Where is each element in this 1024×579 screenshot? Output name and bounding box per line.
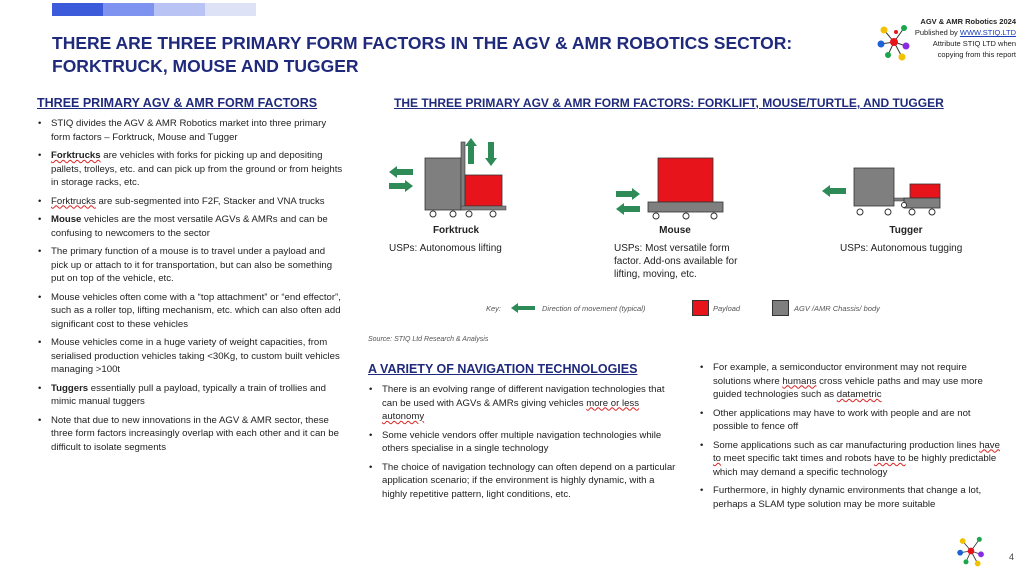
bullet-text: vehicles are the most versatile AGVs & AMRs and can be confusing to newcomers to the sector — [51, 214, 328, 239]
form-factors-list — [37, 117, 343, 459]
bullet-text: be highly predictable which may demand a specific technology — [713, 453, 997, 478]
wheel — [683, 213, 689, 219]
bullet-text: STIQ divides the AGV & AMR Robotics market into three primary form factors – Forktruck, Mouse and Tugger — [51, 118, 327, 143]
wheel — [450, 211, 456, 217]
bullet-text: Some applications such as car manufacturing production lines — [713, 439, 980, 451]
bullet-text: are vehicles with forks for picking up and depositing pallets, trolleys, etc. and can pick up from the ground or from heights in storage racks, etc. — [51, 150, 343, 188]
direction-arrow-icon — [822, 185, 846, 197]
bullet-text: Mouse vehicles often come with a “top attachment” or “end effector”, such as a roller top, lifting mechanism, etc. which can also often add significant cost to these vehicles — [51, 291, 341, 330]
mouse-chassis — [648, 202, 723, 212]
wheel — [902, 203, 907, 208]
key-chassis-swatch — [772, 300, 789, 316]
key-label: Key: — [486, 304, 502, 313]
key-direction: Direction of movement (typical) — [542, 304, 646, 313]
list-item — [51, 117, 343, 144]
bullet-text: For example, a semiconductor environment may not require solutions where — [713, 362, 967, 387]
attribution-line-2: copying from this report — [937, 50, 1016, 59]
bullet-text: Note that due to new innovations in the AGV & AMR sector, these three form factors increasingly overlap with each other and it can be difficult to isolate segments — [51, 414, 339, 453]
list-item — [382, 383, 676, 424]
list-item — [382, 461, 676, 502]
wheel — [857, 209, 863, 215]
wheel — [929, 209, 935, 215]
list-item — [713, 439, 1003, 480]
top-color-bar — [52, 3, 256, 16]
list-item — [51, 291, 343, 332]
wheel — [653, 213, 659, 219]
list-item — [51, 195, 343, 209]
bullet-underlined: have to — [874, 453, 906, 464]
bullet-text: The primary function of a mouse is to travel under a payload and pick up or attach to it for transportation, but can also be something put on top of the vehicle, etc. — [51, 246, 333, 284]
nav-list-right — [699, 361, 1003, 516]
list-item — [51, 382, 343, 409]
bullet-underlined: more or less autonomy — [382, 397, 640, 422]
list-item — [51, 336, 343, 377]
bar-segment-3 — [154, 3, 205, 16]
wheel — [885, 209, 891, 215]
mouse-usp: USPs: Most versatile form factor. Add-ons available for lifting, moving, etc. — [614, 243, 738, 280]
direction-arrow-icon — [616, 188, 640, 215]
bullet-text: The choice of navigation technology can often depend on a particular application scenario; if the environment is highly dynamic, with a highly repetitive pattern, light conditions, etc. — [382, 461, 676, 500]
bullet-underlined: datametric — [836, 389, 882, 400]
wheel — [711, 213, 717, 219]
list-item — [382, 429, 676, 456]
forktruck-forks — [461, 206, 506, 210]
page-number: 4 — [1008, 552, 1014, 562]
bullet-text: There is an evolving range of different navigation technologies that can be used with AGVs & AMRs giving vehicles — [382, 384, 665, 409]
bullet-text: are sub-segmented into F2F, Stacker and VNA trucks — [95, 195, 325, 207]
bullet-text: Furthermore, in highly dynamic environments that change a lot, perhaps a SLAM type solution may be more suitable — [713, 485, 982, 510]
nav-heading: A VARIETY OF NAVIGATION TECHNOLOGIES — [368, 362, 638, 376]
bullet-text: essentially pull a payload, typically a train of trollies and mimic manual tuggers — [51, 382, 326, 407]
bullet-text: Some vehicle vendors offer multiple navigation technologies while others specialise in a single technology — [382, 429, 662, 454]
stiq-logo-bottom-icon — [956, 534, 986, 568]
bullet-text: cross vehicle paths and may use more guided technologies such as — [713, 375, 983, 400]
mouse-diagram — [612, 156, 727, 222]
tugger-payload — [910, 184, 940, 198]
bullet-underlined: humans — [782, 375, 817, 387]
forktruck-payload — [465, 175, 502, 206]
list-item — [713, 361, 1003, 402]
bullet-term: Forktrucks — [51, 195, 96, 207]
wheel — [909, 209, 915, 215]
bullet-bold: Mouse — [51, 214, 82, 225]
list-item — [51, 245, 343, 286]
tugger-hitch — [894, 198, 904, 201]
forktruck-usp: USPs: Autonomous lifting — [389, 243, 502, 254]
bar-segment-4 — [205, 3, 256, 16]
key-payload-swatch — [692, 300, 709, 316]
bar-segment-1 — [52, 3, 103, 16]
key-arrow-icon — [510, 302, 536, 314]
bullet-bold: Forktrucks — [51, 150, 101, 161]
mouse-label: Mouse — [659, 225, 691, 236]
tugger-diagram — [818, 164, 946, 224]
list-item — [713, 484, 1003, 511]
tugger-trolley — [854, 168, 894, 206]
key-payload: Payload — [713, 304, 741, 313]
publisher-link[interactable]: WWW.STIQ.LTD — [959, 28, 1016, 37]
figure-source: Source: STIQ Ltd Research & Analysis — [368, 336, 489, 343]
bullet-text: Other applications may have to work with people and are not possible to fence off — [713, 407, 971, 432]
forktruck-mast — [461, 142, 465, 210]
list-item — [51, 149, 343, 190]
tugger-chassis — [904, 198, 940, 208]
bullet-bold: Tuggers — [51, 382, 89, 394]
nav-list-left — [368, 383, 676, 506]
wheel — [430, 211, 436, 217]
form-factors-heading: THREE PRIMARY AGV & AMR FORM FACTORS — [37, 96, 318, 110]
list-item — [51, 213, 343, 240]
bullet-text: Mouse vehicles come in a huge variety of weight capacities, from serialised production vehicles taking <30Kg, to custom built vehicles managing >100t — [51, 337, 340, 375]
report-name: AGV & AMR Robotics 2024 — [920, 17, 1016, 26]
figure-heading: THE THREE PRIMARY AGV & AMR FORM FACTORS: FORKLIFT, MOUSE/TURTLE, AND TUGGER — [394, 96, 944, 110]
published-by-prefix: Published by — [914, 28, 960, 37]
bullet-text: meet specific takt times and robots — [721, 453, 875, 464]
forktruck-label: Forktruck — [432, 225, 480, 236]
bullet-underlined: have to — [713, 439, 1000, 464]
mouse-payload — [658, 158, 713, 202]
forktruck-diagram — [385, 138, 510, 222]
list-item — [713, 407, 1003, 434]
page-title: THERE ARE THREE PRIMARY FORM FACTORS IN THE AGV & AMR ROBOTICS SECTOR: FORKTRUCK, MOUSE AND TUGGER — [52, 33, 793, 76]
tugger-usp: USPs: Autonomous tugging — [840, 243, 963, 254]
wheel — [466, 211, 472, 217]
list-item — [51, 414, 343, 455]
attribution-line: Attribute STIQ LTD when — [932, 39, 1016, 48]
bar-segment-2 — [103, 3, 154, 16]
tugger-label: Tugger — [889, 225, 923, 236]
stiq-logo-icon — [876, 22, 912, 62]
key-chassis: AGV /AMR Chassis/ body — [794, 304, 880, 313]
wheel — [490, 211, 496, 217]
forktruck-chassis — [425, 158, 461, 210]
